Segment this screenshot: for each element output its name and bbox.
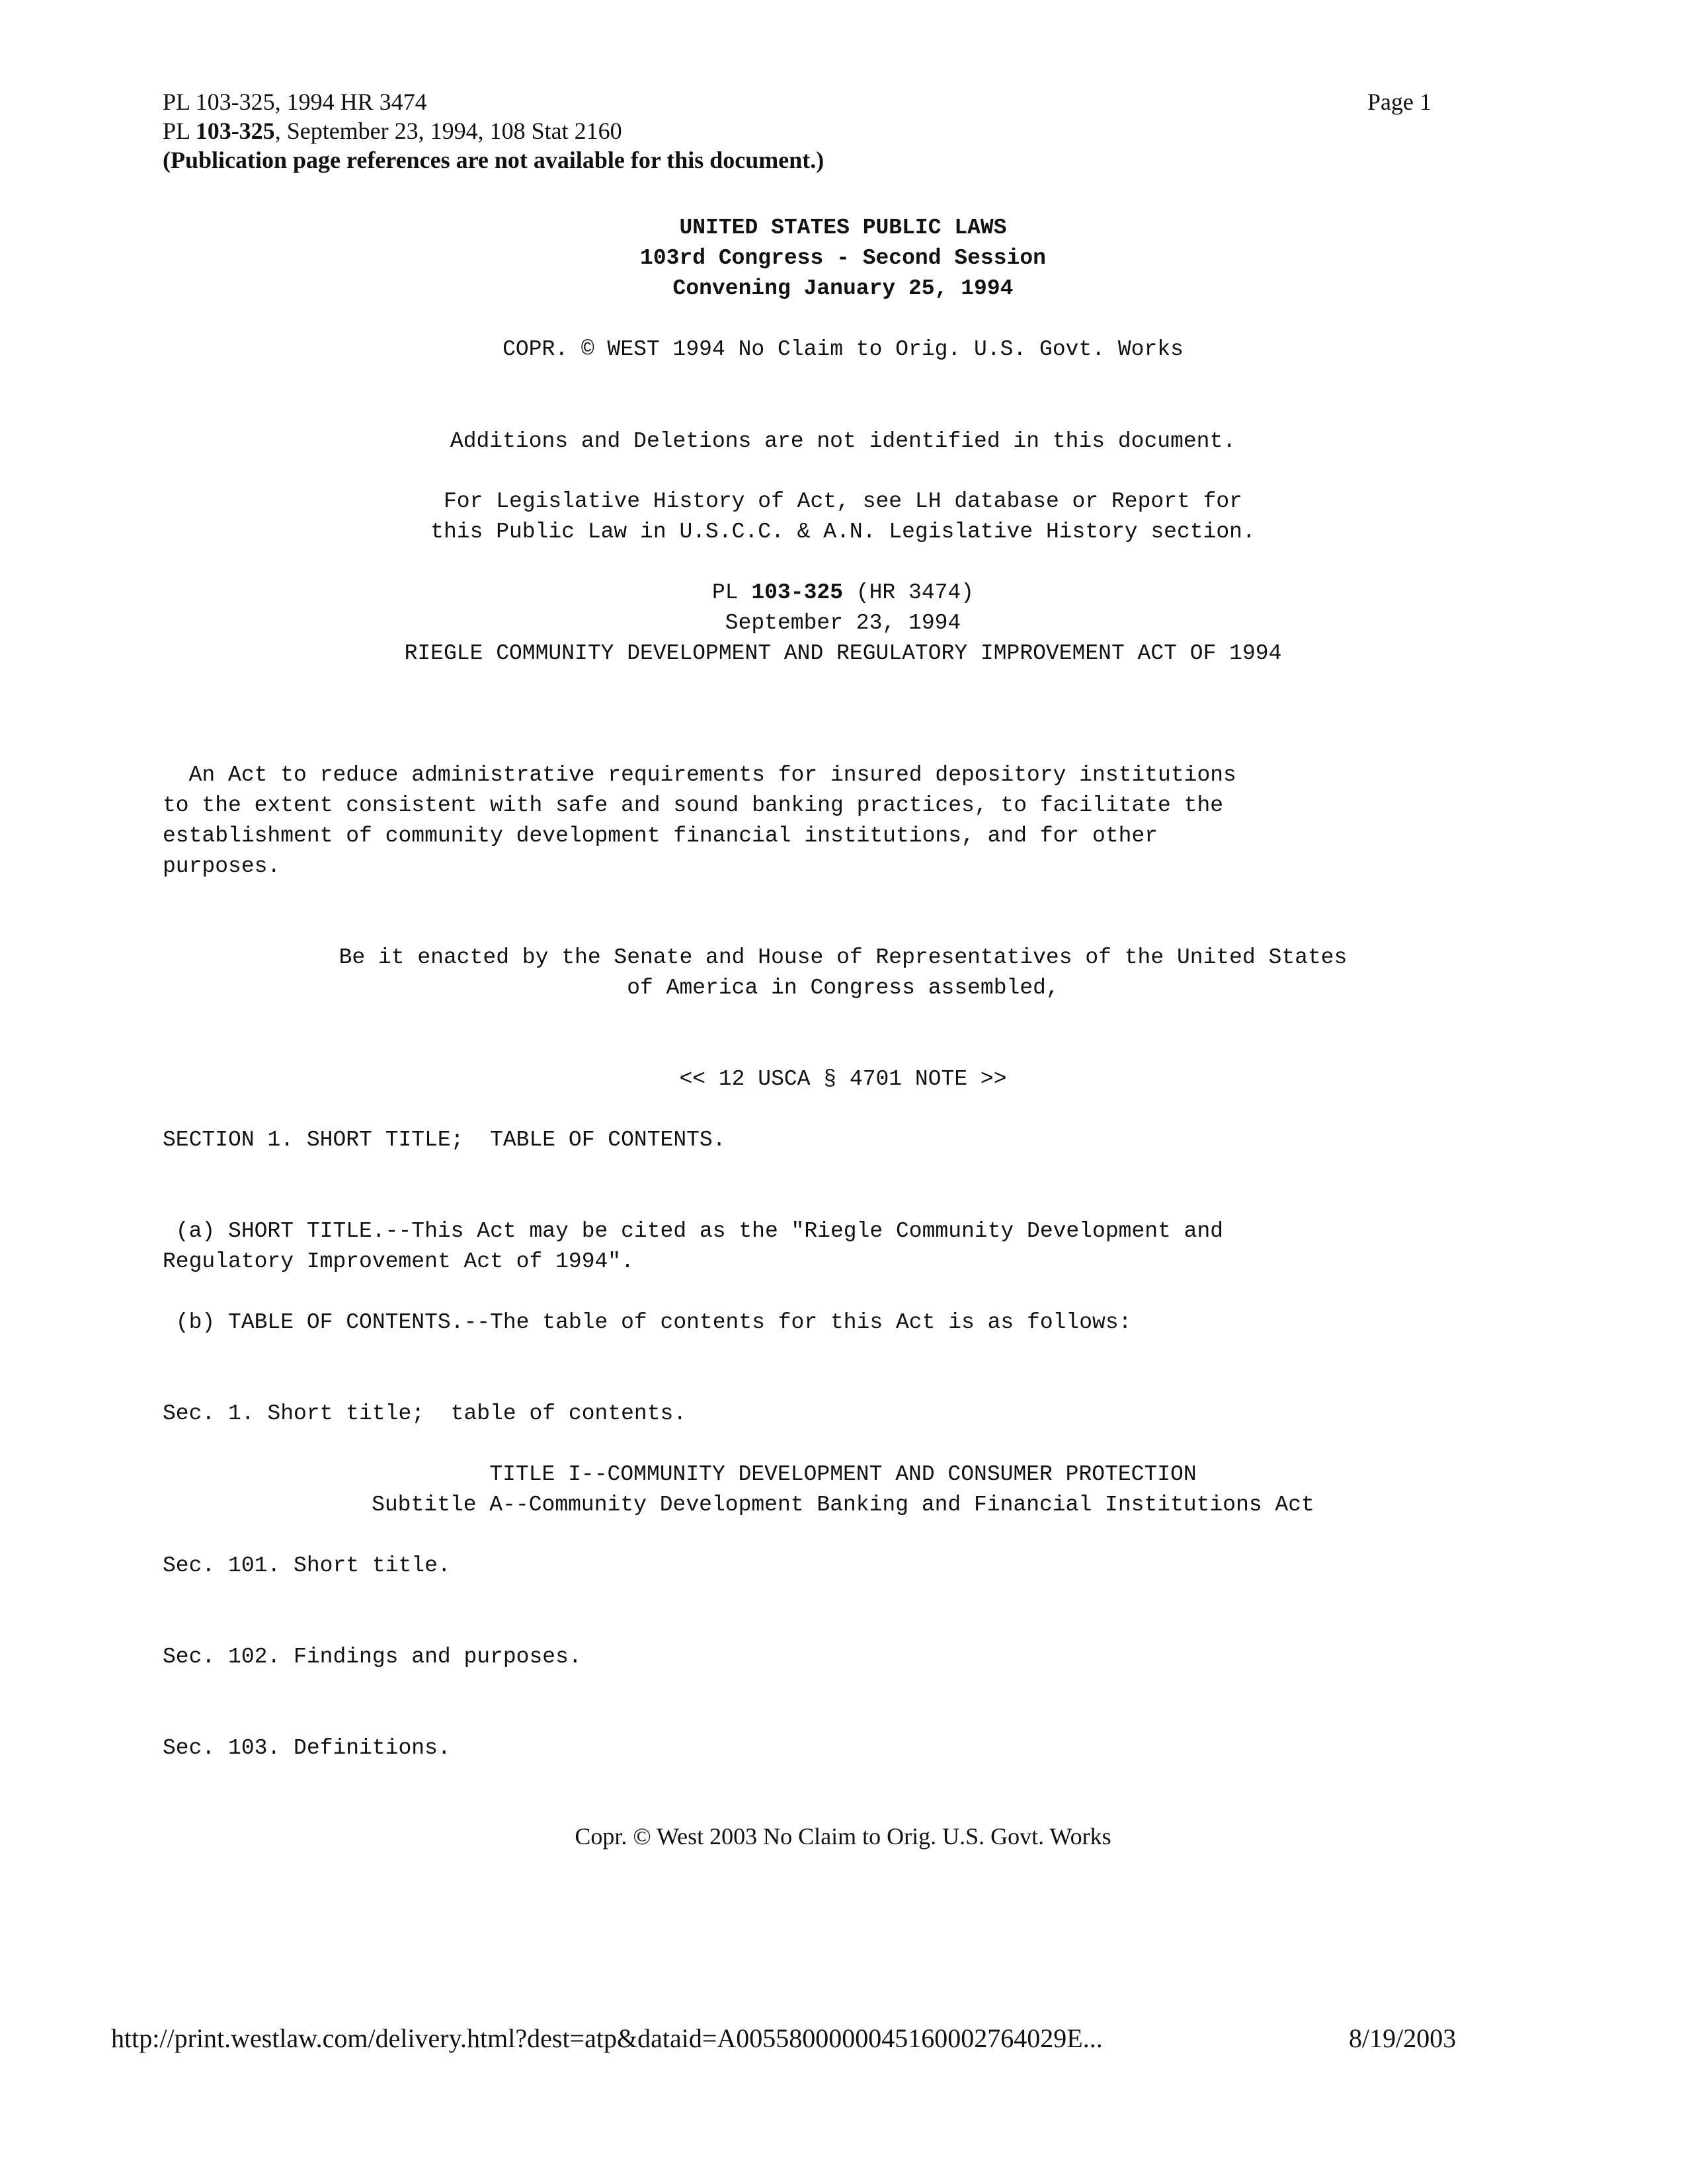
- enacting-clause-line2: of America in Congress assembled,: [627, 976, 1059, 1000]
- enacting-clause-line1: Be it enacted by the Senate and House of Representatives of the United States: [339, 945, 1347, 970]
- toc-sec-1: Sec. 1. Short title; table of contents.: [163, 1401, 687, 1426]
- act-pl-number: 103-325: [751, 580, 843, 605]
- footer-url: http://print.westlaw.com/delivery.html?dest=atp&dataid=A0055800000045160002764029E...: [111, 2023, 1103, 2053]
- toc-intro: (b) TABLE OF CONTENTS.--The table of contents for this Act is as follows:: [163, 1310, 1132, 1335]
- banner-convening: Convening January 25, 1994: [672, 276, 1014, 301]
- short-title-line1: (a) SHORT TITLE.--This Act may be cited as the "Riegle Community Development and: [163, 1219, 1224, 1243]
- purpose-line-3: establishment of community development financial institutions, and for other: [163, 824, 1158, 848]
- toc-sec-103: Sec. 103. Definitions.: [163, 1736, 451, 1760]
- header-citation-line2: [163, 116, 622, 145]
- banner-title: UNITED STATES PUBLIC LAWS: [679, 215, 1007, 240]
- toc-subtitle-a: Subtitle A--Community Development Banking and Financial Institutions Act: [372, 1493, 1314, 1517]
- act-date: September 23, 1994: [725, 611, 961, 635]
- header-pl-suffix: , September 23, 1994, 108 Stat 2160: [274, 118, 622, 144]
- short-title-line2: Regulatory Improvement Act of 1994".: [163, 1249, 634, 1274]
- header-pl-prefix: PL: [163, 118, 196, 144]
- act-pl-prefix: PL: [711, 580, 752, 605]
- toc-sec-101: Sec. 101. Short title.: [163, 1553, 451, 1578]
- header-citation-line1: PL 103-325, 1994 HR 3474: [163, 89, 427, 115]
- copyright-notice-top: COPR. © WEST 1994 No Claim to Orig. U.S. Govt. Works: [502, 337, 1184, 362]
- toc-sec-102: Sec. 102. Findings and purposes.: [163, 1645, 582, 1669]
- header-pl-number: 103-325: [195, 118, 275, 144]
- additions-notice: Additions and Deletions are not identified in this document.: [450, 429, 1236, 453]
- banner-congress: 103rd Congress - Second Session: [640, 246, 1046, 270]
- purpose-line-1: An Act to reduce administrative requirements for insured depository institutions: [163, 763, 1236, 787]
- footer-date: 8/19/2003: [1349, 2023, 1457, 2053]
- act-name: RIEGLE COMMUNITY DEVELOPMENT AND REGULATORY IMPROVEMENT ACT OF 1994: [404, 641, 1282, 666]
- page-number: Page 1: [1367, 89, 1431, 115]
- toc-title-1: TITLE I--COMMUNITY DEVELOPMENT AND CONSUMER PROTECTION: [489, 1462, 1197, 1487]
- footer-copyright: Copr. © West 2003 No Claim to Orig. U.S. Govt. Works: [575, 1823, 1111, 1850]
- section-1-heading: SECTION 1. SHORT TITLE; TABLE OF CONTENTS.: [163, 1128, 726, 1152]
- purpose-line-4: purposes.: [163, 854, 281, 878]
- usca-note: << 12 USCA § 4701 NOTE >>: [679, 1067, 1007, 1091]
- act-public-law: [0, 578, 1686, 608]
- purpose-line-2: to the extent consistent with safe and sound banking practices, to facilitate the: [163, 793, 1224, 818]
- legislative-history-line2: this Public Law in U.S.C.C. & A.N. Legislative History section.: [430, 520, 1256, 544]
- act-pl-suffix: (HR 3474): [843, 580, 975, 605]
- legislative-history-line1: For Legislative History of Act, see LH database or Report for: [444, 489, 1242, 514]
- header-publication-note: (Publication page references are not available for this document.): [163, 147, 824, 173]
